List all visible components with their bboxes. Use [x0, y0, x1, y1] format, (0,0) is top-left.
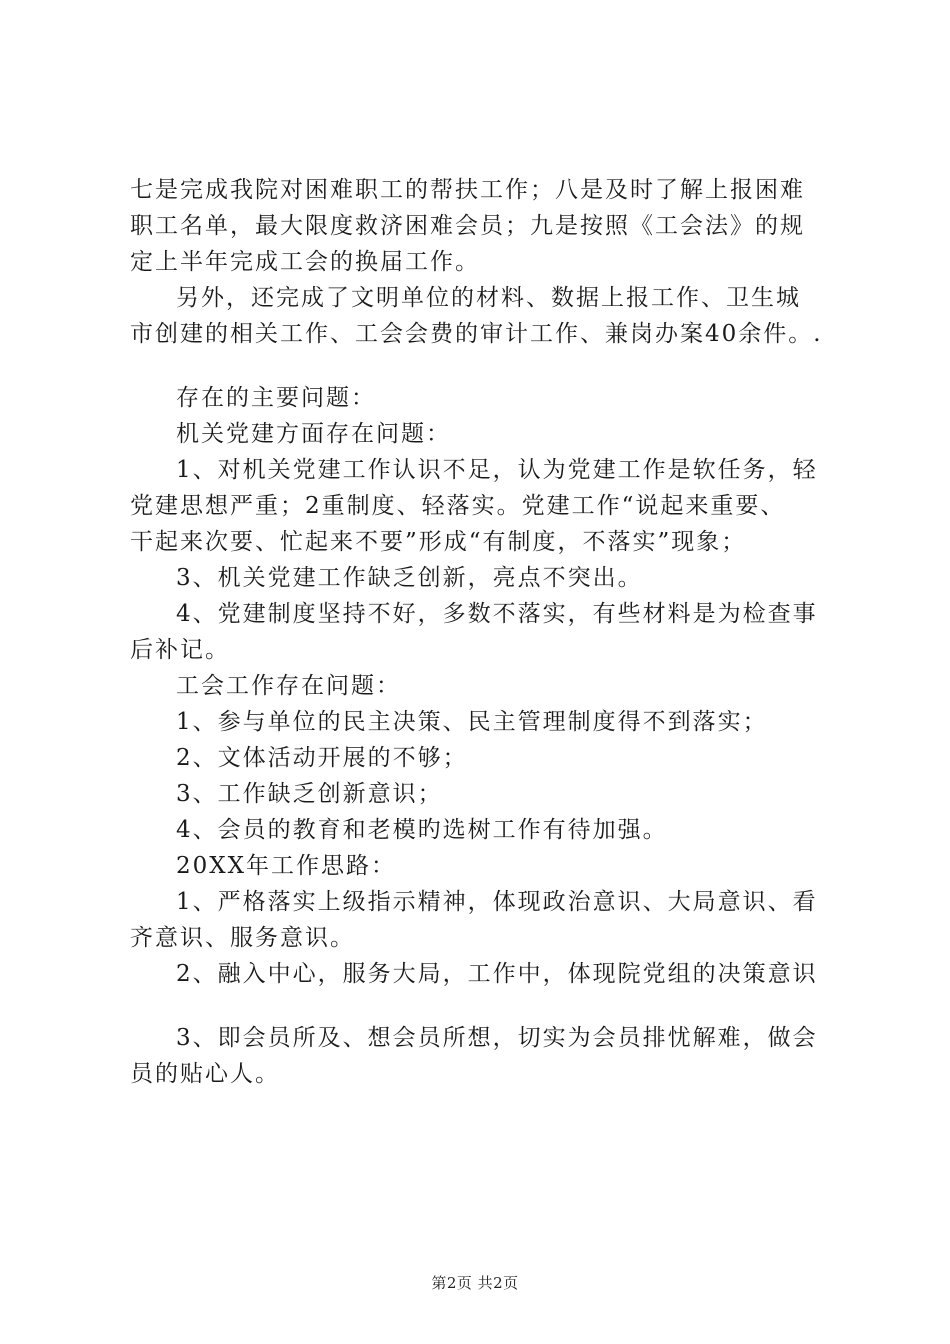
list-item: 1、参与单位的民主决策、民主管理制度得不到落实；: [176, 709, 768, 735]
subsection-heading: 工会工作存在问题：: [176, 673, 401, 699]
paragraph-line: 职工名单，最大限度救济困难会员；九是按照《工会法》的规: [130, 213, 805, 239]
paragraph-line: 市创建的相关工作、工会会费的审计工作、兼岗办案40余件。.: [130, 321, 823, 347]
list-item-continuation: 后补记。: [130, 637, 230, 663]
paragraph-line: 七是完成我院对困难职工的帮扶工作；八是及时了解上报困难: [130, 177, 805, 203]
list-item-continuation: 齐意识、服务意识。: [130, 925, 355, 951]
list-item: 1、严格落实上级指示精神，体现政治意识、大局意识、看: [176, 889, 818, 915]
list-item-continuation: 员的贴心人。: [130, 1061, 280, 1087]
list-item: 3、即会员所及、想会员所想，切实为会员排忧解难，做会: [176, 1025, 818, 1051]
section-heading: 存在的主要问题：: [176, 385, 376, 411]
paragraph-line: 定上半年完成工会的换届工作。: [130, 249, 480, 275]
list-item: 3、工作缺乏创新意识；: [176, 781, 443, 807]
blank-line: [130, 992, 835, 1020]
list-item: 3、机关党建工作缺乏创新，亮点不突出。: [176, 565, 643, 591]
list-item: 2、融入中心，服务大局，工作中，体现院党组的决策意识: [176, 961, 818, 987]
section-heading: 20XX年工作思路：: [176, 853, 397, 879]
paragraph-line: 另外，还完成了文明单位的材料、数据上报工作、卫生城: [176, 285, 801, 311]
subsection-heading: 机关党建方面存在问题：: [176, 421, 451, 447]
list-item: 4、会员的教育和老模旳选树工作有待加强。: [176, 817, 668, 843]
list-item-continuation: 干起来次要、忙起来不要”形成“有制度，不落实”现象；: [130, 529, 747, 555]
list-item: 4、党建制度坚持不好，多数不落实，有些材料是为检查事: [176, 601, 818, 627]
list-item-continuation: 党建思想严重；2重制度、轻落实。党建工作“说起来重要、: [130, 493, 786, 519]
list-item: 1、对机关党建工作认识不足，认为党建工作是软任务，轻: [176, 457, 818, 483]
document-body: [130, 172, 835, 1092]
blank-line: [130, 352, 835, 380]
list-item: 2、文体活动开展的不够；: [176, 745, 468, 771]
page-number-footer: 第2页 共2页: [431, 1274, 519, 1292]
